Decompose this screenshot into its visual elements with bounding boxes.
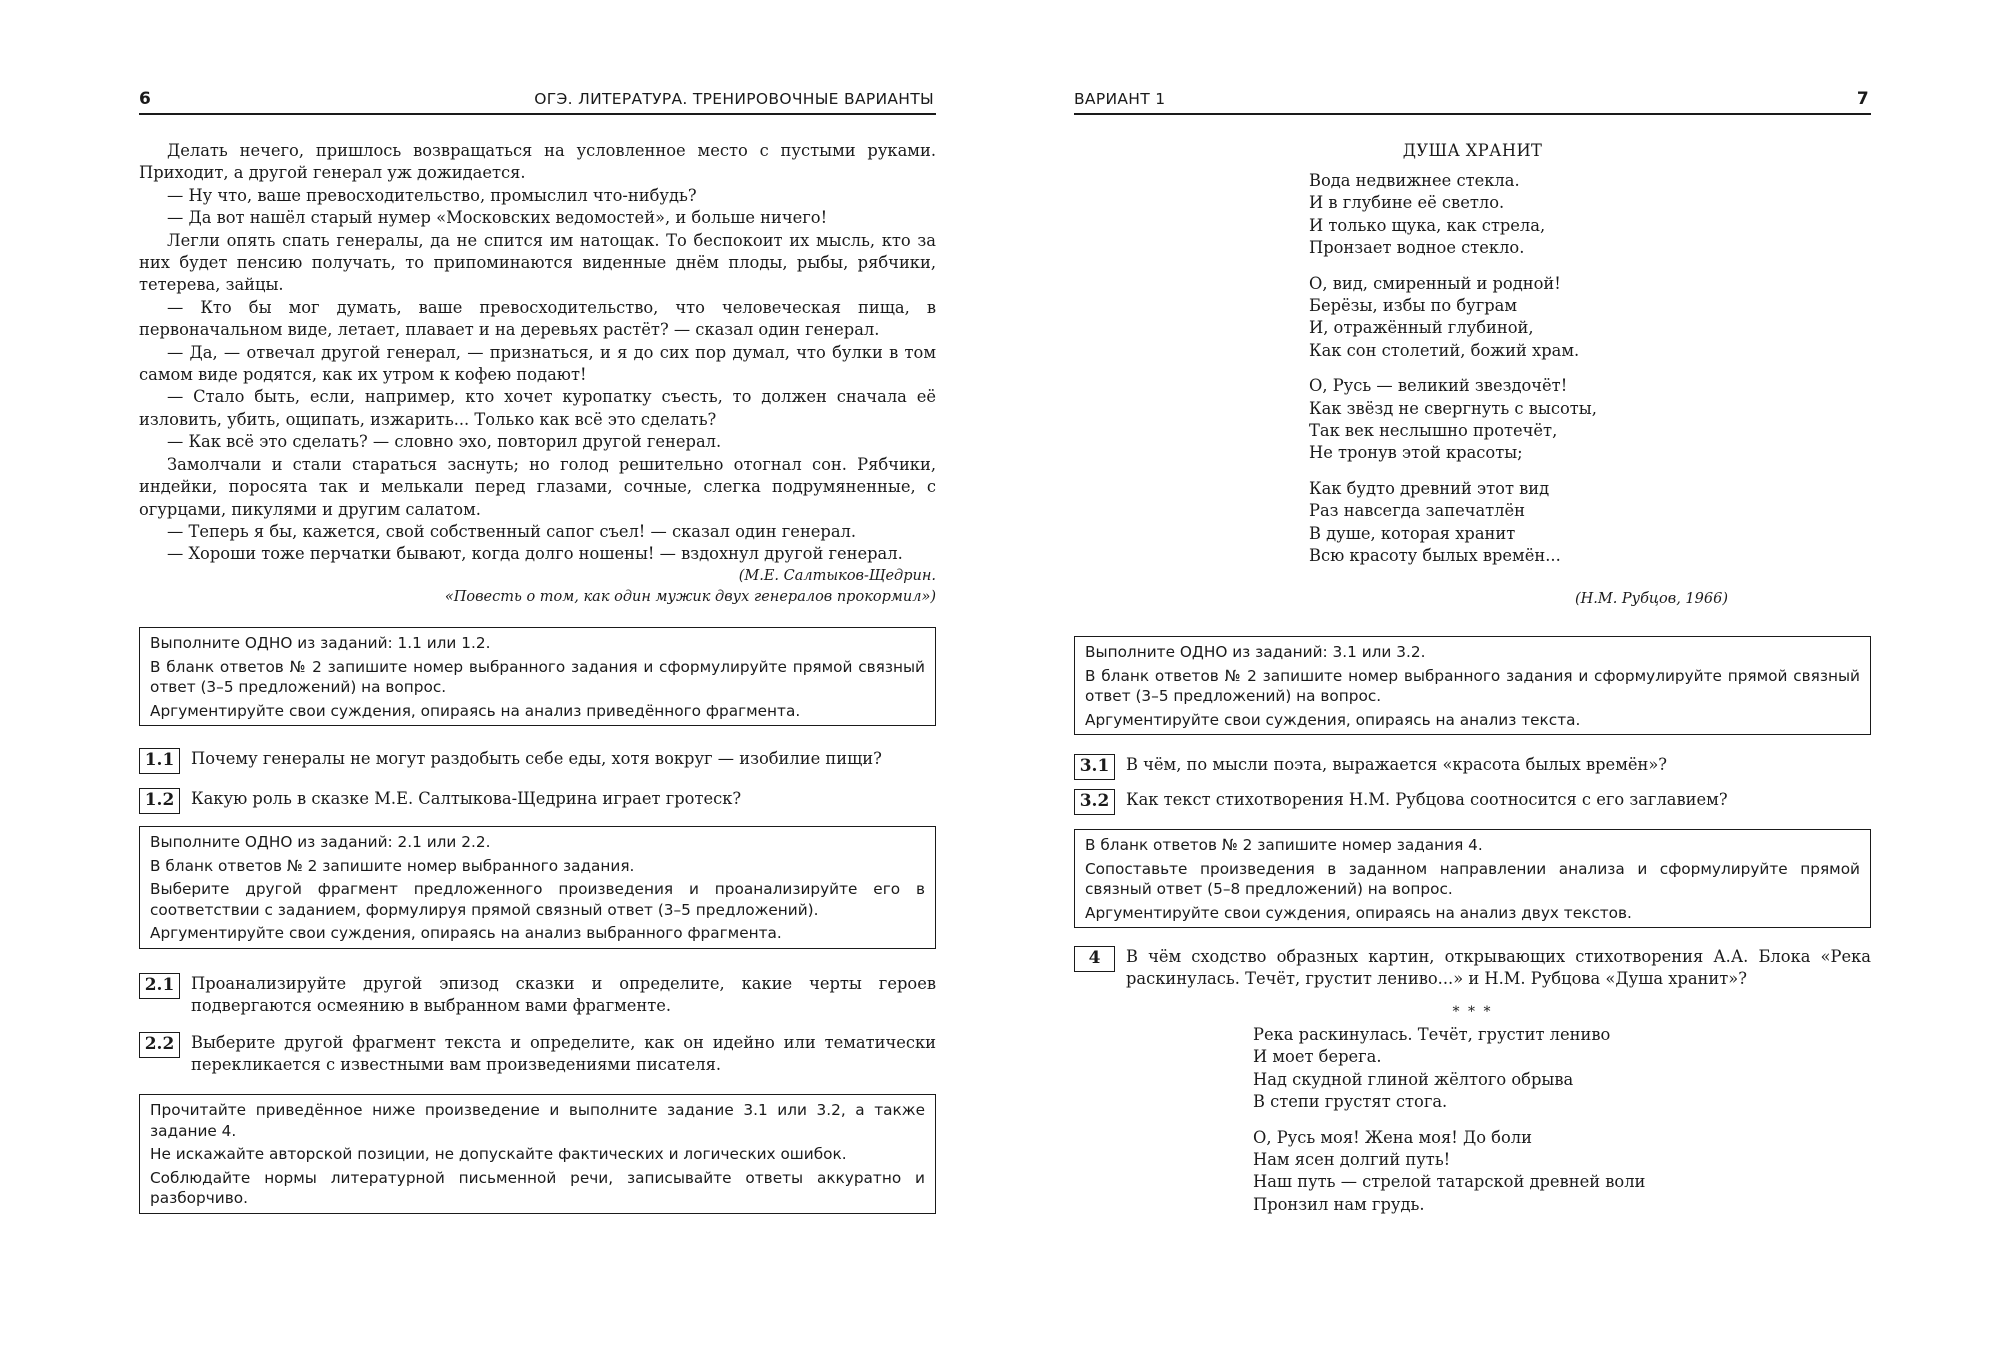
task-number-badge: 2.2 bbox=[139, 1032, 180, 1058]
instruction-box-3 bbox=[139, 1094, 936, 1214]
poem-stanza bbox=[1309, 170, 1597, 260]
task-question: Выберите другой фрагмент текста и определите, как он идейно или тематически перекликается с известными вам произведениями писателя. bbox=[191, 1033, 936, 1075]
task-number-badge: 2.1 bbox=[139, 973, 180, 999]
prose-paragraph: Легли опять спать генералы, да не спится им натощак. То беспокоит их мысль, кто за них будет пенсию получать, то припоминаются виденные днём плоды, рыбы, рябчики, тетерева, зайцы. bbox=[139, 230, 936, 295]
poem-stanza bbox=[1253, 1024, 1645, 1114]
prose-paragraph: — Теперь я бы, кажется, свой собственный сапог съел! — сказал один генерал. bbox=[167, 521, 857, 541]
poem-line: О, Русь — великий звездочёт! bbox=[1309, 376, 1568, 396]
prose-attribution-author: (М.Е. Салтыков-Щедрин. bbox=[738, 567, 936, 584]
poem-line: Всю красоту былых времён... bbox=[1309, 546, 1561, 566]
poem-rubtsov bbox=[1309, 170, 1597, 574]
poem-line: Вода недвижнее стекла. bbox=[1309, 171, 1520, 190]
poem-line: Пронзает водное стекло. bbox=[1309, 238, 1525, 258]
task-2-2 bbox=[139, 1032, 936, 1077]
instruction-box-2 bbox=[139, 826, 936, 949]
task-question: В чём, по мысли поэта, выражается «красота былых времён»? bbox=[1126, 755, 1668, 774]
poem-line: Раз навсегда запечатлён bbox=[1309, 501, 1526, 521]
running-title-right: ВАРИАНТ 1 bbox=[1074, 90, 1166, 108]
poem-separator: * * * bbox=[1452, 1004, 1493, 1020]
task-number-badge: 1.1 bbox=[139, 748, 180, 774]
prose-paragraph: — Да, — отвечал другой генерал, — признаться, и я до сих пор думал, что булки в том самом виде родятся, как их утром к кофею подают! bbox=[139, 342, 936, 385]
task-number-badge: 4 bbox=[1074, 946, 1115, 972]
poem-title: ДУША ХРАНИТ bbox=[1402, 141, 1543, 160]
task-1-1 bbox=[139, 748, 936, 770]
running-title-left: ОГЭ. ЛИТЕРАТУРА. ТРЕНИРОВОЧНЫЕ ВАРИАНТЫ bbox=[534, 90, 934, 108]
prose-paragraph: — Хороши тоже перчатки бывают, когда долго ношены! — вздохнул другой генерал. bbox=[167, 544, 903, 564]
instruction-line: Аргументируйте свои суждения, опираясь на анализ выбранного фрагмента. bbox=[150, 924, 782, 942]
poem-attribution: (Н.М. Рубцов, 1966) bbox=[1574, 591, 1728, 607]
poem-stanza bbox=[1309, 273, 1597, 363]
instruction-line: Выполните ОДНО из заданий: 3.1 или 3.2. bbox=[1085, 643, 1426, 661]
task-number-badge: 3.2 bbox=[1074, 789, 1115, 815]
task-2-1 bbox=[139, 973, 936, 1018]
task-3-2 bbox=[1074, 789, 1871, 811]
instruction-line: Выполните ОДНО из заданий: 1.1 или 1.2. bbox=[150, 634, 491, 652]
poem-line: Нам ясен долгий путь! bbox=[1253, 1150, 1451, 1170]
poem-line: Так век неслышно протечёт, bbox=[1309, 421, 1558, 441]
poem-line: О, вид, смиренный и родной! bbox=[1309, 273, 1561, 293]
task-question: В чём сходство образных картин, открывающих стихотворения А.А. Блока «Река раскинулась. Течёт, грустит лениво...» и Н.М. Рубцова «Душа хранит»? bbox=[1126, 947, 1871, 989]
instruction-line: Не искажайте авторской позиции, не допускайте фактических и логических ошибок. bbox=[150, 1145, 847, 1163]
task-number-badge: 3.1 bbox=[1074, 754, 1115, 780]
poem-line: В душе, которая хранит bbox=[1309, 523, 1516, 543]
poem-line: Наш путь — стрелой татарской древней воли bbox=[1253, 1172, 1646, 1192]
task-number-badge: 1.2 bbox=[139, 788, 180, 814]
instruction-line: Аргументируйте свои суждения, опираясь на анализ приведённого фрагмента. bbox=[150, 701, 801, 720]
task-3-1 bbox=[1074, 754, 1871, 776]
instruction-line: Соблюдайте нормы литературной письменной речи, записывайте ответы аккуратно и разборчиво. bbox=[150, 1168, 925, 1207]
instruction-line: Аргументируйте свои суждения, опираясь на анализ текста. bbox=[1085, 710, 1581, 729]
poem-stanza bbox=[1309, 478, 1597, 568]
instruction-line: Прочитайте приведённое ниже произведение и выполните задание 3.1 или 3.2, а также задание 4. bbox=[150, 1101, 925, 1140]
poem-line: Как звёзд не свергнуть с высоты, bbox=[1309, 398, 1597, 418]
instruction-line: В бланк ответов № 2 запишите номер задания 4. bbox=[1085, 836, 1483, 854]
task-question: Проанализируйте другой эпизод сказки и определите, какие черты героев подвергаются осмеянию в выбранном вами фрагменте. bbox=[191, 974, 936, 1016]
task-question: Как текст стихотворения Н.М. Рубцова соотносится с его заглавием? bbox=[1126, 790, 1728, 809]
poem-line: Как сон столетий, божий храм. bbox=[1309, 340, 1580, 360]
instruction-line: В бланк ответов № 2 запишите номер выбранного задания и сформулируйте прямой связный ответ (3–5 предложений) на вопрос. bbox=[1085, 666, 1860, 705]
right-page bbox=[1074, 0, 1871, 1350]
prose-excerpt bbox=[139, 140, 936, 608]
left-running-head bbox=[139, 89, 936, 115]
prose-attribution-title: «Повесть о том, как один мужик двух генералов прокормил») bbox=[444, 588, 936, 605]
instruction-line: В бланк ответов № 2 запишите номер выбранного задания. bbox=[150, 856, 635, 875]
page-number-left: 6 bbox=[139, 89, 152, 109]
poem-blok bbox=[1253, 1024, 1645, 1229]
right-running-head bbox=[1074, 89, 1871, 115]
prose-paragraph: — Как всё это сделать? — словно эхо, повторил другой генерал. bbox=[167, 432, 722, 452]
instruction-line: Выполните ОДНО из заданий: 2.1 или 2.2. bbox=[150, 833, 491, 851]
prose-paragraph: Делать нечего, пришлось возвращаться на условленное место с пустыми руками. Приходит, а другой генерал уж дожидается. bbox=[139, 141, 936, 183]
task-question: Почему генералы не могут раздобыть себе еды, хотя вокруг — изобилие пищи? bbox=[191, 749, 882, 768]
poem-line: Берёзы, избы по буграм bbox=[1309, 296, 1518, 316]
left-page bbox=[139, 0, 936, 1350]
prose-paragraph: — Да вот нашёл старый нумер «Московских ведомостей», и больше ничего! bbox=[167, 208, 828, 228]
prose-paragraph: — Стало быть, если, например, кто хочет куропатку съесть, то должен сначала её изловить, убить, ощипать, изжарить... Только как всё это сделать? bbox=[139, 387, 936, 429]
poem-line: Река раскинулась. Течёт, грустит лениво bbox=[1253, 1025, 1611, 1044]
instruction-box-5 bbox=[1074, 829, 1871, 928]
poem-stanza bbox=[1253, 1127, 1645, 1217]
prose-paragraph: — Кто бы мог думать, ваше превосходительство, что человеческая пища, в первоначальном виде, летает, плавает и на деревьях растёт? — сказал один генерал. bbox=[139, 297, 936, 340]
poem-line: И только щука, как стрела, bbox=[1309, 215, 1546, 235]
page-number-right: 7 bbox=[1856, 89, 1869, 109]
poem-line: Пронзил нам грудь. bbox=[1253, 1194, 1425, 1214]
poem-line: И в глубине её светло. bbox=[1309, 193, 1505, 213]
poem-line: Как будто древний этот вид bbox=[1309, 478, 1550, 498]
prose-paragraph: — Ну что, ваше превосходительство, промыслил что-нибудь? bbox=[167, 185, 697, 205]
poem-line: Над скудной глиной жёлтого обрыва bbox=[1253, 1069, 1574, 1089]
instruction-line: Выберите другой фрагмент предложенного произведения и проанализируйте его в соответствии с заданием, формулируя прямой связный ответ (3–5 предложений). bbox=[150, 880, 925, 919]
poem-stanza bbox=[1309, 375, 1597, 465]
task-question: Какую роль в сказке М.Е. Салтыкова-Щедрина играет гротеск? bbox=[191, 789, 742, 808]
instruction-line: В бланк ответов № 2 запишите номер выбранного задания и сформулируйте прямой связный ответ (3–5 предложений) на вопрос. bbox=[150, 657, 925, 696]
poem-line: Не тронув этой красоты; bbox=[1309, 443, 1523, 463]
task-4 bbox=[1074, 946, 1871, 991]
task-1-2 bbox=[139, 788, 936, 810]
instruction-box-4 bbox=[1074, 636, 1871, 735]
poem-line: И, отражённый глубиной, bbox=[1309, 318, 1534, 338]
instruction-line: Сопоставьте произведения в заданном направлении анализа и сформулируйте прямой связный ответ (5–8 предложений) на вопрос. bbox=[1085, 859, 1860, 898]
instruction-line: Аргументируйте свои суждения, опираясь на анализ двух текстов. bbox=[1085, 903, 1632, 922]
instruction-box-1 bbox=[139, 627, 936, 726]
prose-paragraph: Замолчали и стали стараться заснуть; но голод решительно отогнал сон. Рябчики, индейки, поросята так и мелькали перед глазами, сочные, слегка подрумяненные, с огурцами, пикулями и другим салатом. bbox=[139, 454, 936, 519]
poem-line: И моет берега. bbox=[1253, 1047, 1382, 1067]
poem-line: О, Русь моя! Жена моя! До боли bbox=[1253, 1127, 1532, 1147]
poem-line: В степи грустят стога. bbox=[1253, 1092, 1448, 1112]
